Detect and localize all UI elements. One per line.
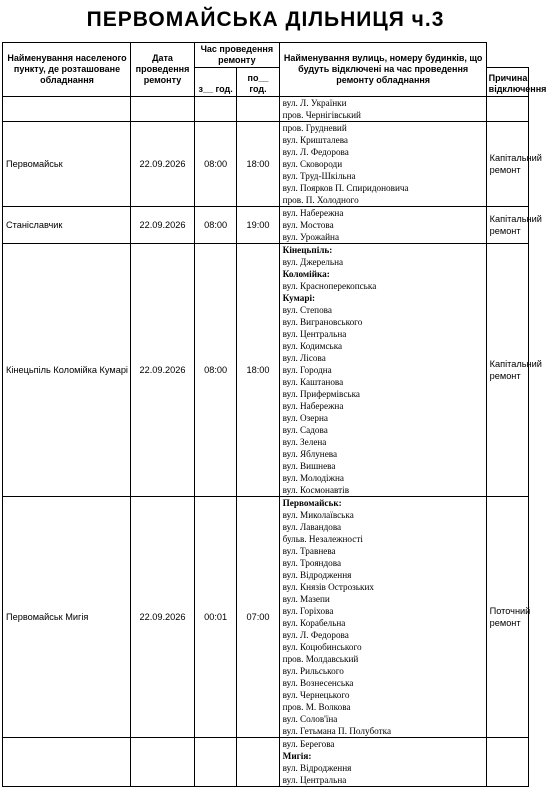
street-item: вул. Центральна bbox=[282, 329, 347, 339]
street-item: вул. Відродження bbox=[282, 763, 352, 773]
street-item: вул. Берегова bbox=[282, 739, 335, 749]
time-from-cell: 00:01 bbox=[195, 497, 237, 738]
street-item: вул. Труд-Шкільна bbox=[282, 171, 356, 181]
street-item: вул. Горіхова bbox=[282, 606, 334, 616]
street-item: вул. Центральна bbox=[282, 775, 347, 785]
outage-table bbox=[2, 42, 546, 787]
settlement-heading: Коломійка: bbox=[282, 269, 330, 279]
date-cell: 22.09.2026 bbox=[131, 244, 195, 497]
settlement-heading: Кумарі: bbox=[282, 293, 316, 303]
header-location: Найменування населеного пункту, де розташоване обладнання bbox=[3, 43, 131, 97]
reason-cell: Капітальний ремонт bbox=[486, 207, 528, 244]
street-item: вул. Л. Українки bbox=[282, 98, 347, 108]
reason-cell: Капітальний ремонт bbox=[486, 122, 528, 207]
street-item: пров. М. Волкова bbox=[282, 702, 351, 712]
street-item: вул. Степова bbox=[282, 305, 332, 315]
location-cell bbox=[3, 738, 131, 787]
street-item: вул. Відродження bbox=[282, 570, 352, 580]
street-item: вул. Вознесенська bbox=[282, 678, 354, 688]
street-item: вул. Мостова bbox=[282, 220, 334, 230]
location-cell: Первомайськ Мигія bbox=[3, 497, 131, 738]
streets-cell bbox=[279, 207, 486, 244]
location-cell bbox=[3, 97, 131, 122]
street-item: вул. Городна bbox=[282, 365, 332, 375]
location-cell: Станіславчик bbox=[3, 207, 131, 244]
date-cell: 22.09.2026 bbox=[131, 207, 195, 244]
street-item: вул. Лісова bbox=[282, 353, 326, 363]
street-item: вул. Трояндова bbox=[282, 558, 342, 568]
date-cell: 22.09.2026 bbox=[131, 497, 195, 738]
table-row bbox=[3, 497, 529, 738]
time-to-cell: 18:00 bbox=[237, 244, 279, 497]
time-from-cell: 08:00 bbox=[195, 122, 237, 207]
street-item: вул. Солов'їна bbox=[282, 714, 338, 724]
location-cell: Кінецьпіль Коломійка Кумарі bbox=[3, 244, 131, 497]
header-date: Дата проведення ремонту bbox=[131, 43, 195, 97]
street-item: вул. Рильського bbox=[282, 666, 344, 676]
street-item: вул. Каштанова bbox=[282, 377, 344, 387]
street-item: вул. Гетьмана П. Полуботка bbox=[282, 726, 392, 736]
street-item: бульв. Незалежності bbox=[282, 534, 363, 544]
street-item: вул. Молодіжна bbox=[282, 473, 344, 483]
street-item: вул. Л. Федорова bbox=[282, 147, 349, 157]
reason-cell: Капітальний ремонт bbox=[486, 244, 528, 497]
table-row bbox=[3, 97, 529, 122]
street-item: вул. Чернецького bbox=[282, 690, 350, 700]
street-item: вул. Зелена bbox=[282, 437, 327, 447]
street-item: вул. Поярков П. Спиридоновича bbox=[282, 183, 409, 193]
header-reason: Причина відключення bbox=[486, 68, 528, 97]
reason-cell: Поточний ремонт bbox=[486, 497, 528, 738]
time-to-cell: 18:00 bbox=[237, 122, 279, 207]
reason-cell bbox=[486, 97, 528, 122]
street-item: вул. Красноперекопська bbox=[282, 281, 377, 291]
date-cell: 22.09.2026 bbox=[131, 122, 195, 207]
street-item: пров. Грудневий bbox=[282, 123, 347, 133]
table-row bbox=[3, 207, 529, 244]
settlement-heading: Первомайськ: bbox=[282, 498, 342, 508]
street-item: вул. Князів Острозьких bbox=[282, 582, 374, 592]
street-item: вул. Коцюбинського bbox=[282, 642, 362, 652]
street-item: пров. П. Холодного bbox=[282, 195, 359, 205]
street-item: пров. Чернігівський bbox=[282, 110, 361, 120]
time-to-cell bbox=[237, 738, 279, 787]
header-reason-spacer bbox=[486, 43, 528, 68]
street-item: вул. Космонавтів bbox=[282, 485, 350, 495]
date-cell bbox=[131, 97, 195, 122]
street-item: пров. Молдавський bbox=[282, 654, 359, 664]
table-row bbox=[3, 122, 529, 207]
settlement-heading: Мигія: bbox=[282, 751, 312, 761]
time-to-cell: 19:00 bbox=[237, 207, 279, 244]
street-item: вул. Садова bbox=[282, 425, 328, 435]
street-item: вул. Яблунева bbox=[282, 449, 338, 459]
location-cell: Первомайськ bbox=[3, 122, 131, 207]
table-row bbox=[3, 738, 529, 787]
streets-cell bbox=[279, 497, 486, 738]
time-from-cell bbox=[195, 97, 237, 122]
street-item: вул. Л. Федорова bbox=[282, 630, 349, 640]
street-item: вул. Прифермівська bbox=[282, 389, 360, 399]
street-item: вул. Озерна bbox=[282, 413, 328, 423]
time-to-cell bbox=[237, 97, 279, 122]
street-item: вул. Миколаївська bbox=[282, 510, 354, 520]
street-item: вул. Виграновського bbox=[282, 317, 363, 327]
time-from-cell: 08:00 bbox=[195, 207, 237, 244]
header-from: з__ год. bbox=[195, 68, 237, 97]
street-item: вул. Вишнева bbox=[282, 461, 336, 471]
time-to-cell: 07:00 bbox=[237, 497, 279, 738]
street-item: вул. Корабельна bbox=[282, 618, 346, 628]
street-item: вул. Сковороди bbox=[282, 159, 343, 169]
streets-cell bbox=[279, 244, 486, 497]
street-item: вул. Кодимська bbox=[282, 341, 343, 351]
street-item: вул. Набережна bbox=[282, 208, 344, 218]
street-item: вул. Кришталева bbox=[282, 135, 349, 145]
streets-cell bbox=[279, 122, 486, 207]
reason-cell bbox=[486, 738, 528, 787]
time-from-cell: 08:00 bbox=[195, 244, 237, 497]
date-cell bbox=[131, 738, 195, 787]
header-streets: Найменування вулиць, номеру будинків, що будуть відключені на час проведення ремонту обладнання bbox=[279, 43, 486, 97]
street-item: вул. Набережна bbox=[282, 401, 344, 411]
street-item: вул. Мазепи bbox=[282, 594, 330, 604]
header-time: Час проведення ремонту bbox=[195, 43, 280, 68]
street-item: вул. Джерельна bbox=[282, 257, 344, 267]
time-from-cell bbox=[195, 738, 237, 787]
street-item: вул. Травнева bbox=[282, 546, 336, 556]
street-item: вул. Урожайна bbox=[282, 232, 340, 242]
street-item: вул. Лавандова bbox=[282, 522, 342, 532]
streets-cell bbox=[279, 97, 486, 122]
header-to: по__ год. bbox=[237, 68, 279, 97]
table-row bbox=[3, 244, 529, 497]
streets-cell bbox=[279, 738, 486, 787]
page-title: ПЕРВОМАЙСЬКА ДІЛЬНИЦЯ ч.3 bbox=[86, 8, 445, 31]
settlement-heading: Кінецьпіль: bbox=[282, 245, 333, 255]
